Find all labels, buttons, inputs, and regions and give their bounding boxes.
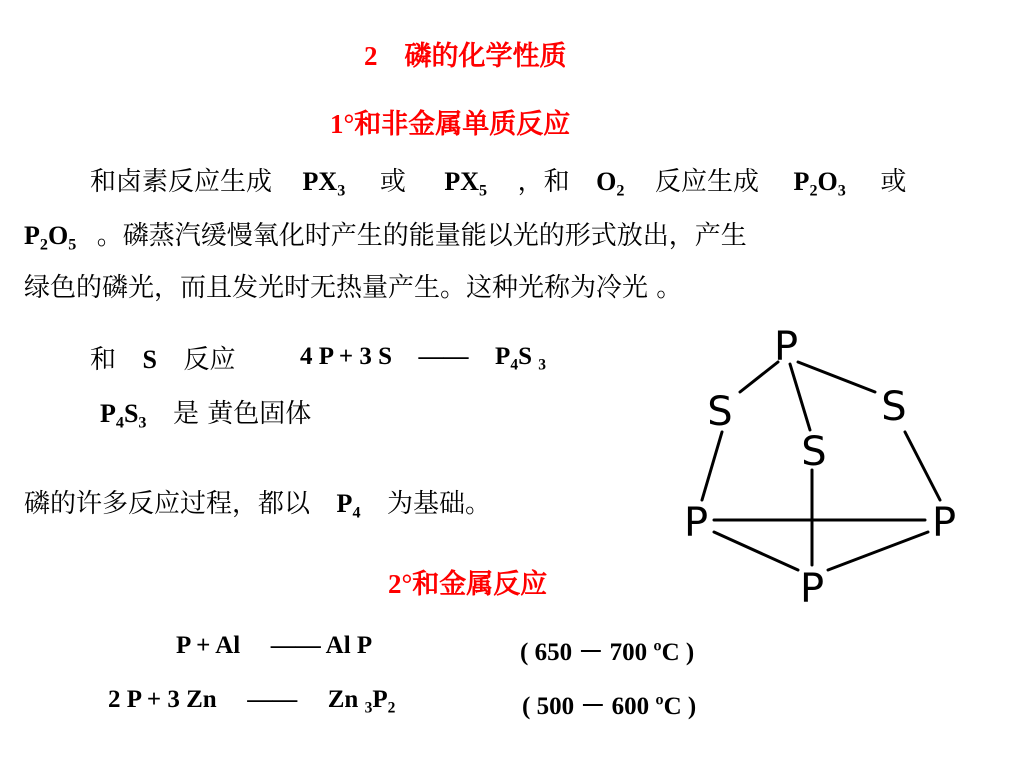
section-title: 2 磷的化学性质 xyxy=(364,41,567,71)
text-yellow-solid: 是 黄色固体 xyxy=(173,399,312,429)
subsection-metal-title: 2°和金属反应 xyxy=(388,569,548,599)
paragraph-line-1 xyxy=(90,162,906,202)
text-phosphorescence: 。磷蒸汽缓慢氧化时产生的能量能以光的形式放出，产生 xyxy=(96,221,747,251)
p4s3-description xyxy=(100,394,311,434)
atom-p-top: P xyxy=(773,324,799,370)
text-with: 和 xyxy=(90,345,117,375)
text-many-reactions: 磷的许多反应过程，都以 xyxy=(24,489,311,519)
eq-zn-condition: ( 500 － 600 ºC ) xyxy=(522,693,697,720)
eq-product: $P_4S$ $_3$ xyxy=(495,343,546,374)
paragraph-line-2 xyxy=(24,216,747,256)
eq-zn-product: Zn $_3P_2$ xyxy=(327,686,396,717)
formula-p2o5: $P_2O_5$ xyxy=(24,221,77,254)
text-or-1: 或 xyxy=(379,167,406,197)
atom-p-right: P xyxy=(931,500,957,546)
eq-al-lhs: P + Al xyxy=(176,632,241,659)
eq-zn-lhs: 2 P + 3 Zn xyxy=(108,686,217,713)
equation-zn3p2 xyxy=(108,686,396,717)
text-reaction: 反应 xyxy=(183,345,236,375)
eq-al-rhs: Al P xyxy=(325,632,373,659)
text-halogen: 和卤素反应生成 xyxy=(90,167,273,197)
formula-o2: $O_2$ xyxy=(596,167,625,200)
bond-sright-pright xyxy=(905,432,940,500)
atom-s-left: S xyxy=(707,389,733,435)
bond-pright-pbottom xyxy=(828,532,928,570)
text-react: 反应生成 xyxy=(655,167,760,197)
sulfur-reaction-line xyxy=(90,340,236,380)
formula-px3: $PX_3$ xyxy=(302,167,346,200)
eq-lhs: 4 P + 3 S xyxy=(300,343,393,370)
basis-line xyxy=(24,484,491,524)
eq-arrow: —— xyxy=(418,343,469,370)
formula-p2o3: $P_2O_3$ xyxy=(793,167,846,200)
atom-s-middle: S xyxy=(801,429,827,475)
formula-px5: $PX_5$ xyxy=(444,167,488,200)
atom-p-bottom: P xyxy=(799,566,825,610)
formula-p4: $P_4$ xyxy=(336,489,361,522)
text-as-basis: 为基础。 xyxy=(387,489,492,519)
bond-sleft-pleft xyxy=(702,432,722,500)
paragraph-line-3 xyxy=(24,268,682,308)
eq-al-condition: ( 650 － 700 ºC ) xyxy=(520,639,695,666)
text-or-2: 或 xyxy=(880,167,907,197)
eq-al-arrow: —— xyxy=(270,632,321,659)
bond-pleft-pbottom xyxy=(714,532,798,570)
equation-alp xyxy=(176,632,372,660)
text-cold-light: 绿色的磷光，而且发光时无热量产生。这种光称为冷光 。 xyxy=(24,273,683,303)
atom-p-left: P xyxy=(683,500,709,546)
eq-zn-arrow: —— xyxy=(247,686,298,713)
text-and: ，和 xyxy=(517,167,570,197)
bond-ptop-sleft xyxy=(740,362,778,392)
equation-p4s3 xyxy=(300,343,546,374)
subsection-nonmetal-title: 1°和非金属单质反应 xyxy=(330,109,571,139)
atom-s-right: S xyxy=(881,384,907,430)
symbol-s: S xyxy=(142,345,158,374)
bond-ptop-sright xyxy=(798,362,875,392)
bond-ptop-smid xyxy=(790,364,810,430)
p4s3-structure-diagram xyxy=(660,320,980,610)
formula-p4s3: $P_4S_3$ xyxy=(100,399,147,432)
